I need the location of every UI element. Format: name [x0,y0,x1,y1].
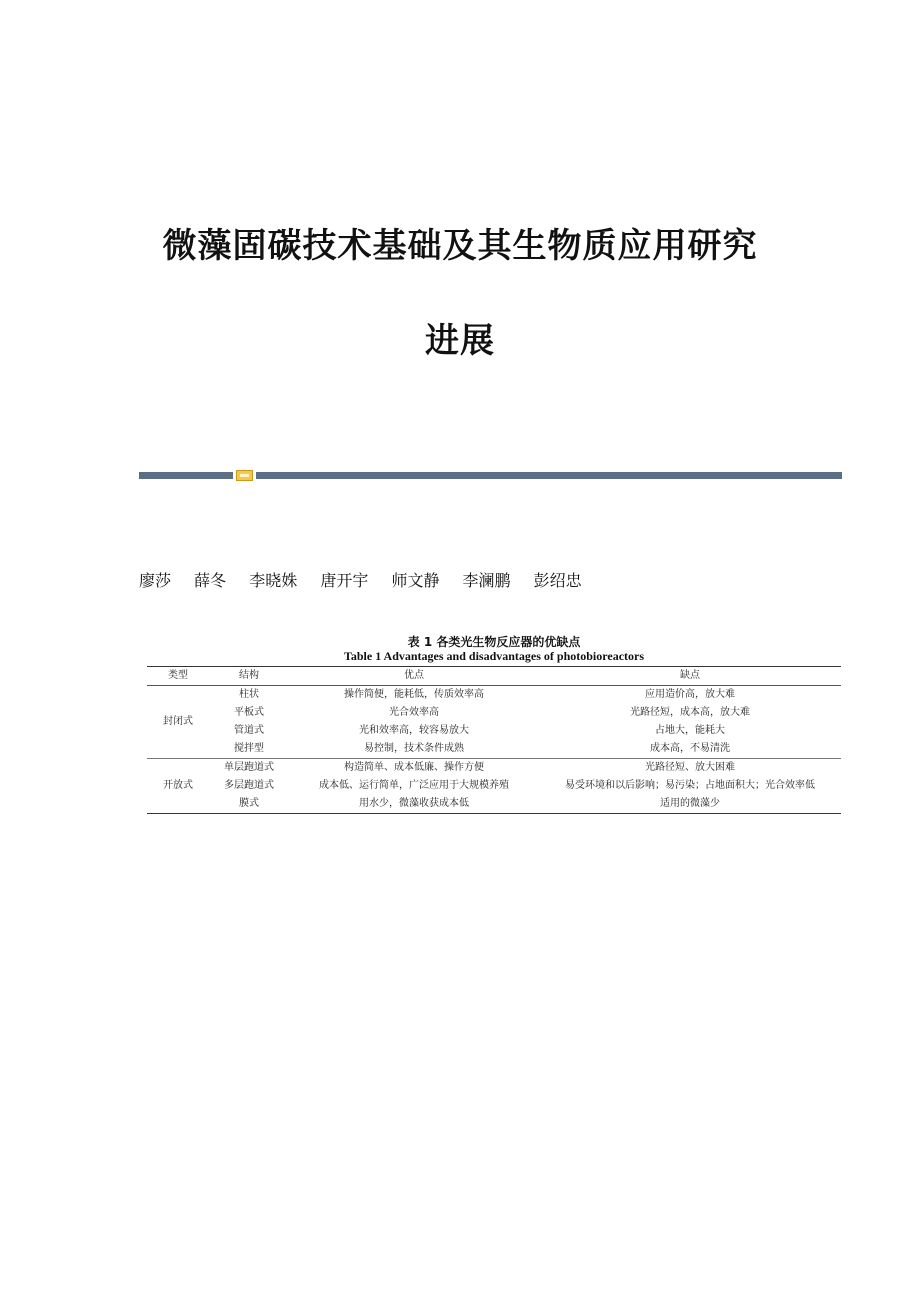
author-name: 廖莎 [139,571,172,590]
table-row [147,704,841,722]
author-name: 薛冬 [194,571,227,590]
section-divider [139,470,842,480]
pros-cell: 构造简单、成本低廉、操作方便 [344,762,484,773]
pros-cell: 用水少，微藻收获成本低 [359,798,469,809]
table-row [147,740,841,759]
table-row [147,795,841,814]
title-line-1: 微藻固碳技术基础及其生物质应用研究 [162,226,758,266]
cons-cell: 光路径短，成本高，放大难 [630,707,750,718]
author-name: 李晓姝 [249,571,298,590]
group-type-cell: 封闭式 [163,716,193,727]
author-name: 师文静 [391,571,440,590]
structure-cell: 膜式 [239,798,259,809]
structure-cell: 搅拌型 [234,743,264,754]
cons-cell: 成本高，不易清洗 [650,743,730,754]
pros-cell: 光合效率高 [389,707,439,718]
header-structure: 结构 [239,670,259,681]
cons-cell: 易受环境和以后影响；易污染；占地面积大；光合效率低 [565,780,815,791]
author-name: 彭绍忠 [533,571,582,590]
author-name: 李澜鹏 [462,571,511,590]
table-row [147,686,841,705]
structure-cell: 柱状 [239,689,259,700]
photobioreactor-table [147,666,841,814]
cons-cell: 适用的微藻少 [660,798,720,809]
table-caption-cn: 表 1 各类光生物反应器的优缺点 [407,635,581,649]
cons-cell: 占地大，能耗大 [655,725,725,736]
structure-cell: 单层跑道式 [224,762,274,773]
cons-cell: 光路径短、放大困难 [645,762,735,773]
pros-cell: 光和效率高，较容易放大 [359,725,469,736]
structure-cell: 平板式 [234,707,264,718]
author-name: 唐开宇 [320,571,369,590]
pros-cell: 易控制，技术条件成熟 [364,743,464,754]
cons-cell: 应用造价高，放大难 [645,689,735,700]
table-row [147,777,841,795]
divider-bar-right [256,472,842,479]
pros-cell: 成本低、运行简单，广泛应用于大规模养殖 [319,780,509,791]
table-row [147,759,841,778]
group-type-cell: 开放式 [163,780,193,791]
author-list [139,568,600,591]
header-type: 类型 [168,670,188,681]
table-row [147,722,841,740]
pros-cell: 操作简便，能耗低，传质效率高 [344,689,484,700]
table-caption-en: Table 1 Advantages and disadvantages of photobioreactors [343,649,645,663]
divider-bar-left [139,472,233,479]
header-cons: 缺点 [680,670,700,681]
header-pros: 优点 [404,670,424,681]
divider-badge-icon [236,470,253,481]
structure-cell: 管道式 [234,725,264,736]
structure-cell: 多层跑道式 [224,780,274,791]
title-line-2: 进展 [425,321,495,361]
table-header-row [147,667,841,686]
